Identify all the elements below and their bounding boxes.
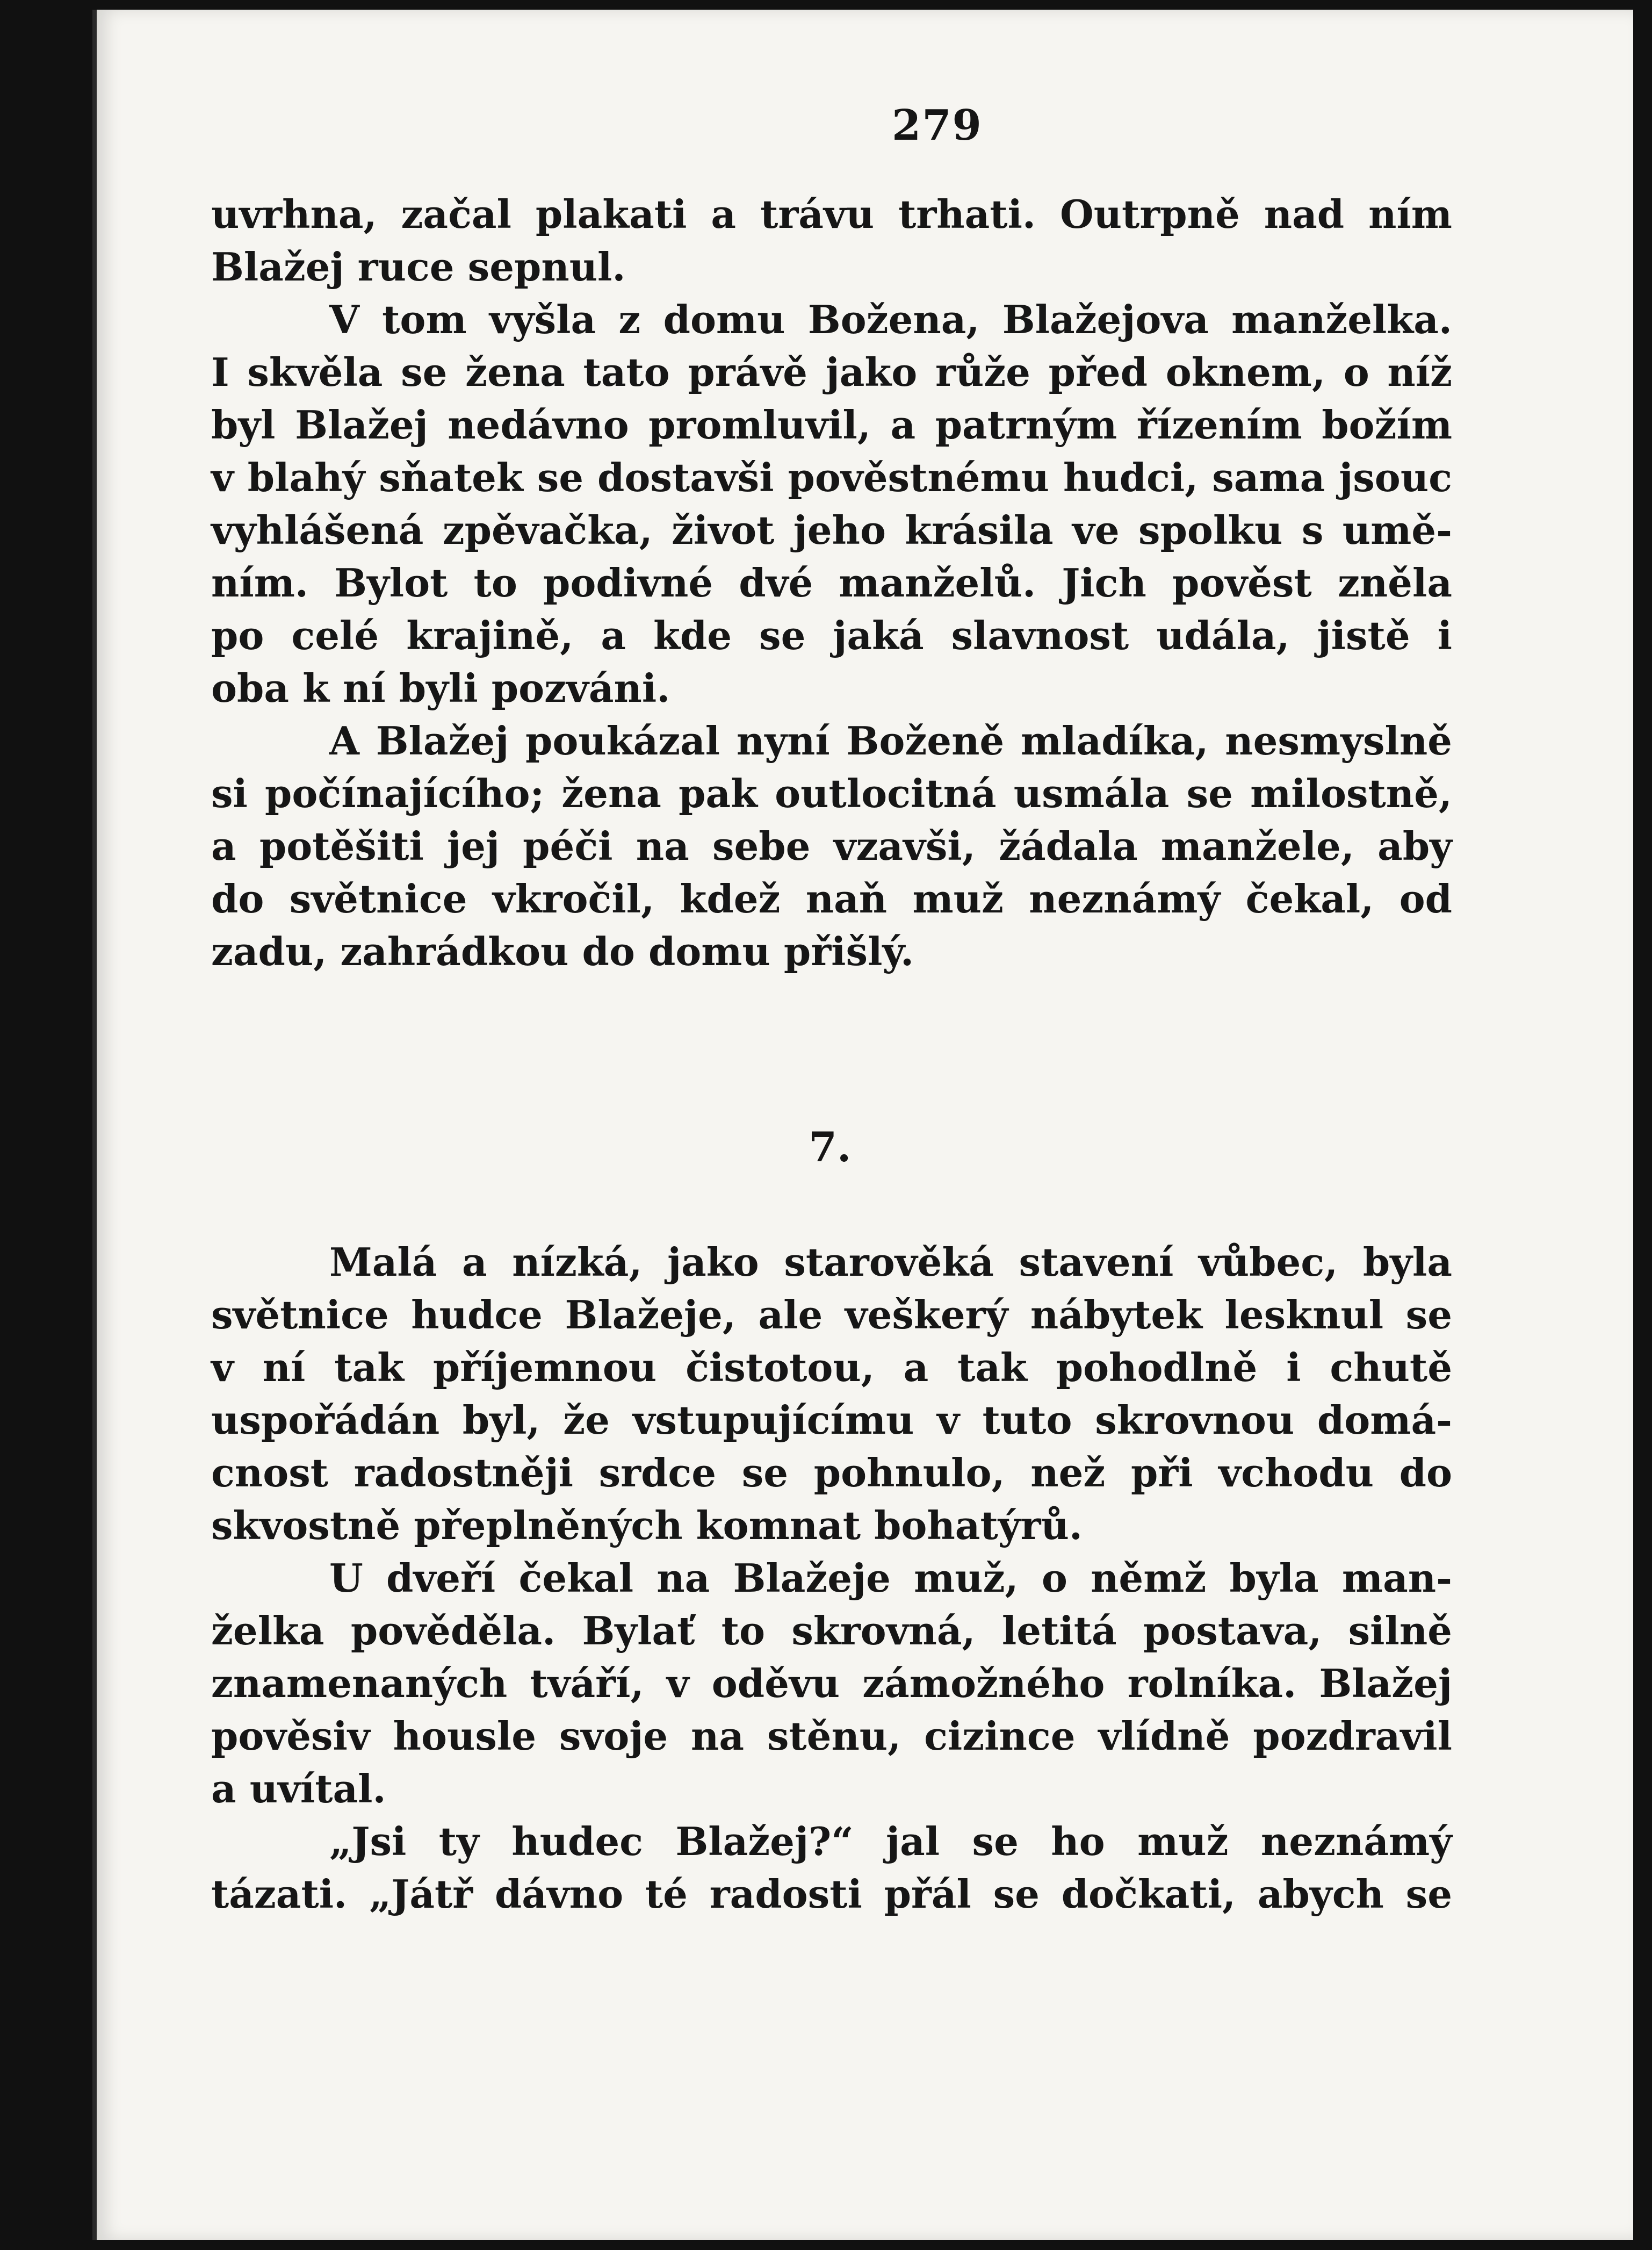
text-line: V tom vyšla z domu Božena, Blažejova manželka. — [329, 297, 1452, 342]
text-line: želka pověděla. Bylať to skrovná, letitá postava, silně — [211, 1608, 1452, 1654]
text-line: do světnice vkročil, kdež naň muž neznámý čekal, od — [211, 876, 1452, 922]
text-line: uvrhna, začal plakati a trávu trhati. Outrpně nad ním — [211, 191, 1452, 237]
section-number: 7. — [809, 1123, 852, 1171]
text-line: tázati. „Játř dávno té radosti přál se dočkati, abych se — [211, 1871, 1452, 1917]
text-line: I skvěla se žena tato právě jako růže před oknem, o níž — [211, 349, 1452, 395]
text-line: U dveří čekal na Blažeje muž, o němž byla man- — [329, 1555, 1452, 1601]
text-line: v blahý sňatek se dostavši pověstnému hudci, sama jsouc — [211, 455, 1452, 500]
text-line: Malá a nízká, jako starověká stavení vůbec, byla — [329, 1239, 1452, 1285]
text-line: a uvítal. — [211, 1766, 386, 1811]
paragraph-block-1 — [211, 188, 1452, 978]
text-line: a potěšiti jej péči na sebe vzavši, žádala manžele, aby — [211, 823, 1452, 869]
text-line: Blažej ruce sepnul. — [211, 244, 626, 290]
text-line: vyhlášená zpěvačka, život jeho krásila ve spolku s umě- — [211, 507, 1452, 553]
text-line: po celé krajině, a kde se jaká slavnost udála, jistě i — [211, 613, 1452, 658]
text-line: A Blažej poukázal nyní Boženě mladíka, nesmyslně — [329, 718, 1452, 764]
text-line: pověsiv housle svoje na stěnu, cizince vlídně pozdravil — [211, 1713, 1452, 1759]
page-number: 279 — [892, 101, 983, 150]
text-line: v ní tak příjemnou čistotou, a tak pohodlně i chutě — [211, 1345, 1452, 1390]
text-line: znamenaných tváří, v oděvu zámožného rolníka. Blažej — [211, 1660, 1452, 1706]
text-line: byl Blažej nedávno promluvil, a patrným řízením božím — [211, 402, 1452, 448]
text-line: ním. Bylot to podivné dvé manželů. Jich pověst zněla — [211, 560, 1452, 606]
paragraph-block-2 — [211, 1236, 1452, 1921]
text-line: zadu, zahrádkou do domu přišlý. — [211, 929, 914, 974]
text-line: světnice hudce Blažeje, ale veškerý nábytek lesknul se — [211, 1292, 1452, 1338]
text-line: cnost radostněji srdce se pohnulo, než při vchodu do — [211, 1450, 1452, 1496]
text-line: uspořádán byl, že vstupujícímu v tuto skrovnou domá- — [211, 1397, 1452, 1443]
text-line: oba k ní byli pozváni. — [211, 665, 670, 711]
text-line: „Jsi ty hudec Blažej?“ jal se ho muž neznámý — [329, 1818, 1452, 1864]
text-line: si počínajícího; žena pak outlocitná usmála se milostně, — [211, 771, 1452, 816]
text-line: skvostně přeplněných komnat bohatýrů. — [211, 1503, 1083, 1548]
